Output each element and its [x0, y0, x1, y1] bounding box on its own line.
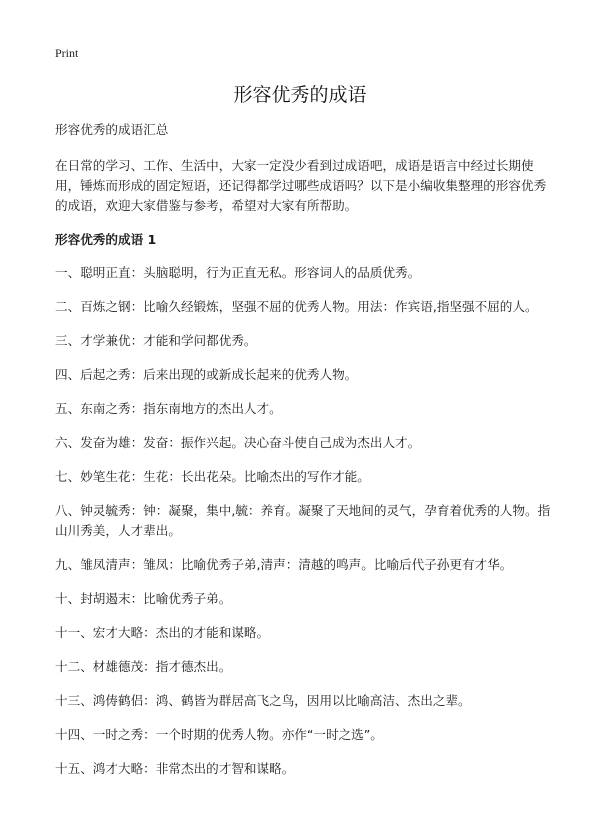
- idiom-entry: 二、百炼之钢：比喻久经锻炼，坚强不屈的优秀人物。用法：作宾语,指坚强不屈的人。: [55, 299, 538, 314]
- print-link[interactable]: Print: [55, 46, 79, 60]
- idiom-entry: 四、后起之秀：后来出现的或新成长起来的优秀人物。: [55, 367, 358, 382]
- article-subtitle: 形容优秀的成语汇总: [55, 122, 169, 137]
- idiom-entry: 九、雏凤清声：雏凤：比喻优秀子弟,清声：清越的鸣声。比喻后代子孙更有才华。: [55, 557, 513, 572]
- section-heading: 形容优秀的成语 1: [55, 232, 157, 247]
- article-body: [55, 120, 555, 793]
- page-title: 形容优秀的成语: [233, 84, 367, 106]
- idiom-entry: 十一、宏才大略：杰出的才能和谋略。: [55, 625, 270, 640]
- idiom-entry: 七、妙笔生花：生花：长出花朵。比喻杰出的写作才能。: [55, 469, 370, 484]
- idiom-entry: 五、东南之秀：指东南地方的杰出人才。: [55, 401, 282, 416]
- idiom-entry: 十四、一时之秀：一个时期的优秀人物。亦作“一时之选”。: [55, 727, 383, 742]
- idiom-entry: 十、封胡遏末：比喻优秀子弟。: [55, 591, 232, 606]
- idiom-entry: 一、聪明正直：头脑聪明，行为正直无私。形容词人的品质优秀。: [55, 265, 421, 280]
- idiom-entry: 六、发奋为雄：发奋：振作兴起。决心奋斗使自己成为杰出人才。: [55, 435, 421, 450]
- idiom-entry: 八、钟灵毓秀：钟：凝聚，集中,毓：养育。凝聚了天地间的灵气，孕育着优秀的人物。指山川秀美，人才辈出。: [55, 503, 551, 538]
- idiom-entry: 十三、鸿俦鹤侣：鸿、鹤皆为群居高飞之鸟，因用以比喻高洁、杰出之辈。: [55, 693, 471, 708]
- idiom-entry: 十五、鸿才大略：非常杰出的才智和谋略。: [55, 761, 295, 776]
- idiom-entry: 三、才学兼优：才能和学问都优秀。: [55, 333, 257, 348]
- intro-paragraph: 在日常的学习、工作、生活中，大家一定没少看到过成语吧，成语是语言中经过长期使用，锤炼而形成的固定短语，还记得都学过哪些成语吗？以下是小编收集整理的形容优秀的成语，欢迎大家借鉴与参考，希望对大家有所帮助。: [55, 158, 547, 213]
- idiom-entry: 十二、材雄德茂：指才德杰出。: [55, 659, 232, 674]
